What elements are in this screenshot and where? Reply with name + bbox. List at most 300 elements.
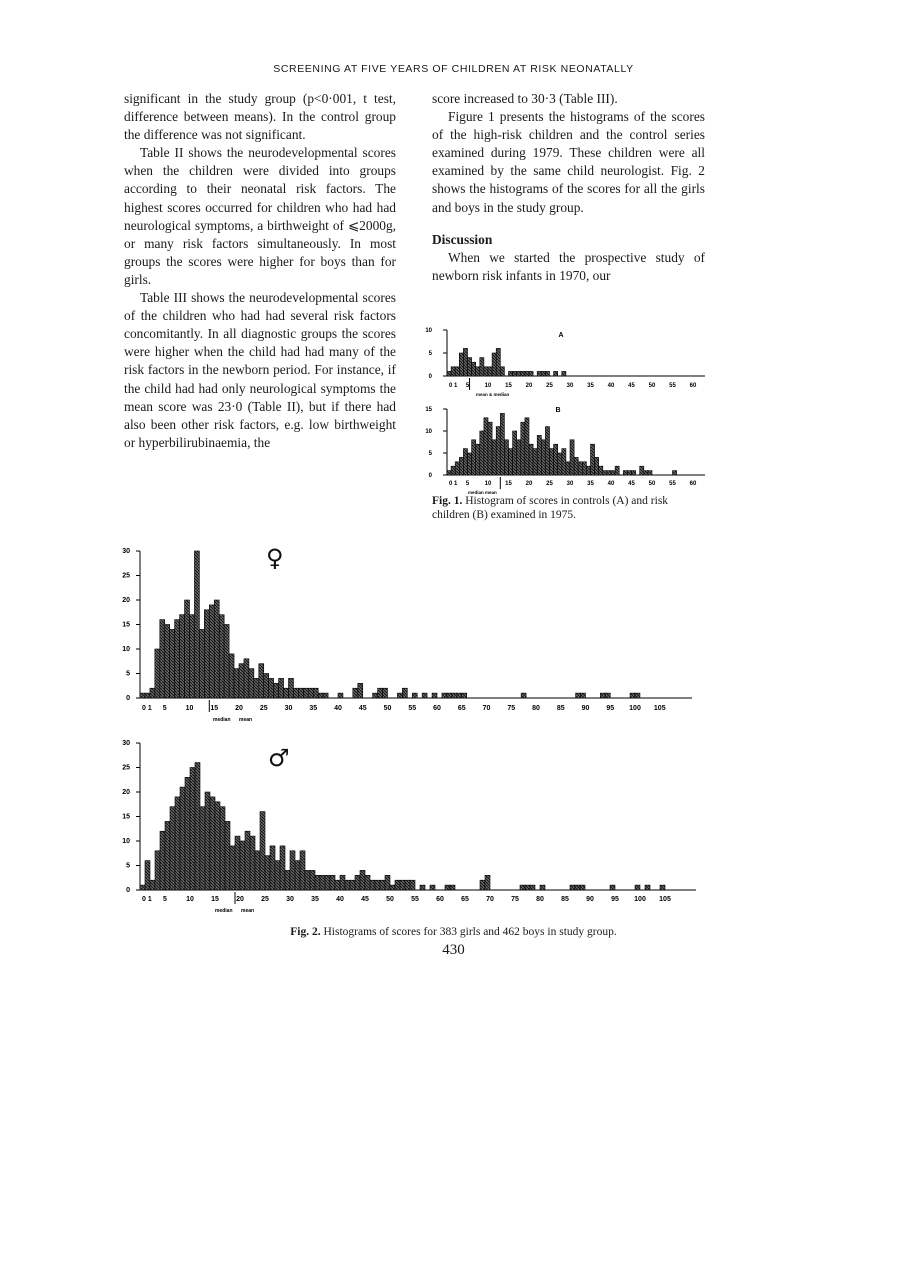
histogram-bar	[541, 371, 545, 376]
x-tick-label: 85	[556, 705, 565, 712]
figure-2-caption-text: Histograms of scores for 383 girls and 462 boys in study group.	[323, 926, 617, 938]
x-tick-label: 15	[505, 383, 512, 389]
histogram-bar	[209, 605, 214, 698]
x-tick-label: 60	[689, 481, 697, 487]
histogram-bar	[484, 367, 488, 376]
histogram-bar	[150, 688, 155, 698]
x-tick-label: 15	[211, 896, 219, 903]
y-tick-label: 0	[428, 473, 432, 479]
histogram-bar	[385, 875, 390, 890]
histogram-bar	[496, 427, 500, 475]
x-tick-label: 55	[411, 896, 419, 903]
x-tick-label: 40	[334, 705, 342, 712]
histogram-bar	[517, 371, 521, 376]
histogram-bar	[504, 440, 508, 475]
histogram-bar	[457, 693, 462, 698]
histogram-bar	[338, 693, 343, 698]
histogram-bar	[145, 861, 150, 890]
histogram-bar	[635, 693, 640, 698]
histogram-bar	[500, 413, 504, 475]
histogram-bar	[484, 418, 488, 475]
x-tick-label: 0 1	[449, 481, 458, 487]
x-tick-label: 95	[611, 896, 619, 903]
histogram-bar	[558, 453, 562, 475]
marker-label: mean	[241, 908, 255, 914]
histogram-bar	[513, 431, 517, 475]
histogram-bar	[554, 444, 558, 475]
y-tick-label: 20	[122, 789, 130, 796]
y-tick-label: 20	[122, 597, 130, 604]
histogram-bar	[430, 885, 435, 890]
histogram-bar	[605, 693, 610, 698]
x-tick-label: 25	[546, 383, 553, 389]
histogram-bar	[219, 615, 224, 698]
x-tick-label: 55	[408, 705, 417, 712]
histogram-bar	[224, 625, 229, 699]
histogram-bar	[459, 457, 463, 475]
histogram-bar	[537, 371, 541, 376]
histogram-bar	[611, 471, 615, 475]
histogram-bar	[521, 371, 525, 376]
histogram-bar	[378, 688, 383, 698]
histogram-bar	[214, 600, 219, 698]
y-tick-label: 5	[126, 862, 130, 870]
histogram-bar	[234, 669, 239, 698]
histogram-bar	[175, 620, 180, 698]
histogram-bar	[492, 353, 496, 376]
histogram-bar	[170, 807, 175, 890]
histogram-bar	[562, 371, 566, 376]
paragraph-2: Table II shows the neurodevelopmental scores when the children were divided into groups according to their neonatal risk factors. The highest scores occurred for children who had had neurological symptoms, a birthweight of ⩽2000g, or many risk factors simultaneously. In most groups the scores were higher for boys than for girls.	[124, 145, 396, 287]
histogram-bar	[627, 471, 631, 475]
y-tick-label: 10	[425, 429, 432, 435]
x-tick-label: 105	[653, 705, 666, 712]
histogram-bar	[380, 880, 385, 890]
x-tick-label: 10	[186, 896, 194, 903]
histogram-bar	[335, 880, 340, 890]
histogram-bar	[630, 693, 635, 698]
histogram-bar	[285, 870, 290, 890]
histogram-bar	[455, 462, 459, 475]
x-tick-label: 5	[162, 705, 167, 712]
x-tick-label: 45	[628, 481, 635, 487]
histogram-bar	[485, 875, 490, 890]
histogram-bar	[509, 371, 513, 376]
histogram-bar	[225, 821, 230, 890]
histogram-bar	[170, 629, 175, 698]
x-tick-label: 40	[336, 896, 344, 903]
y-tick-label: 25	[122, 572, 130, 580]
histogram-bar	[595, 457, 599, 475]
histogram-bar	[468, 358, 472, 376]
x-tick-label: 45	[358, 705, 367, 712]
histogram-bar	[165, 625, 170, 699]
x-tick-label: 75	[507, 705, 516, 712]
histogram-bar	[648, 471, 652, 475]
histogram-bar	[492, 440, 496, 475]
histogram-bar	[365, 875, 370, 890]
histogram-bar	[550, 449, 554, 475]
running-header: SCREENING AT FIVE YEARS OF CHILDREN AT RISK NEONATALLY	[273, 63, 634, 75]
histogram-bar	[185, 600, 190, 698]
x-tick-label: 55	[669, 383, 676, 389]
y-tick-label: 25	[122, 764, 130, 772]
histogram-bar	[269, 678, 274, 698]
histogram-bar	[264, 674, 269, 699]
histogram-bar	[245, 831, 250, 890]
histogram-bar	[355, 875, 360, 890]
histogram-bar	[452, 693, 457, 698]
histogram-bar	[300, 851, 305, 890]
histogram-bar	[632, 471, 636, 475]
x-tick-label: 60	[689, 383, 697, 389]
histogram-bar	[289, 678, 294, 698]
histogram-bar	[323, 693, 328, 698]
histogram-bar	[383, 688, 388, 698]
x-tick-label: 20	[235, 705, 243, 712]
histogram-bar	[303, 688, 308, 698]
x-tick-label: 35	[309, 705, 318, 712]
histogram-bar	[160, 831, 165, 890]
histogram-bar	[599, 466, 603, 475]
x-tick-label: 25	[546, 481, 553, 487]
histogram-bar	[353, 688, 358, 698]
y-tick-label: 15	[122, 621, 130, 629]
y-tick-label: 30	[122, 548, 130, 555]
histogram-bar	[330, 875, 335, 890]
x-tick-label: 100	[629, 705, 641, 712]
histogram-bar	[445, 885, 450, 890]
histogram-bar	[180, 615, 185, 698]
histogram-bar	[290, 851, 295, 890]
histogram-bar	[521, 693, 526, 698]
paragraph-1: significant in the study group (p<0·001, t test, difference between means). In the control group the difference was not significant.	[124, 91, 396, 143]
histogram-bar	[451, 367, 455, 376]
histogram-bar	[400, 880, 405, 890]
histogram-bar	[570, 440, 574, 475]
x-tick-label: 30	[566, 481, 574, 487]
histogram-bar	[540, 885, 545, 890]
histogram-bar	[320, 875, 325, 890]
x-tick-label: 65	[461, 896, 469, 903]
histogram-bar	[574, 457, 578, 475]
histogram-bar	[521, 422, 525, 475]
histogram-bar	[373, 693, 378, 698]
histogram-bar	[420, 885, 425, 890]
histogram-bar	[509, 449, 513, 475]
x-tick-label: 0 1	[449, 383, 458, 389]
histogram-bar	[447, 371, 451, 376]
histogram-bar	[190, 615, 195, 698]
histogram-bar	[249, 669, 254, 698]
histogram-bar	[254, 678, 259, 698]
histogram-bar	[298, 688, 303, 698]
histogram-bar	[229, 654, 234, 698]
histogram-bar	[488, 367, 492, 376]
histogram-bar	[194, 551, 199, 698]
histogram-bar	[250, 836, 255, 890]
histogram-bar	[600, 693, 605, 698]
histogram-bar	[255, 851, 260, 890]
histogram-bar	[570, 885, 575, 890]
y-tick-label: 5	[428, 451, 432, 457]
x-tick-label: 50	[383, 705, 392, 712]
histogram-bar	[554, 371, 558, 376]
histogram-bar	[529, 444, 533, 475]
histogram-bar	[284, 688, 289, 698]
histogram-bar	[313, 688, 318, 698]
histogram-bar	[160, 620, 165, 698]
histogram-bar	[591, 444, 595, 475]
x-tick-label: 100	[634, 896, 646, 903]
x-tick-label: 40	[607, 383, 615, 389]
x-tick-label: 50	[648, 383, 656, 389]
x-tick-label: 10	[484, 383, 492, 389]
histogram-bar	[459, 353, 463, 376]
panel-label-b: B	[555, 407, 561, 414]
histogram-bar	[275, 861, 280, 890]
histogram-bar	[235, 836, 240, 890]
figure-1-caption	[432, 494, 708, 522]
histogram-bar	[513, 371, 517, 376]
histogram-bar	[190, 768, 195, 891]
figure-2-label: Fig. 2.	[290, 926, 321, 938]
histogram-bar	[468, 453, 472, 475]
histogram-bar	[575, 885, 580, 890]
x-tick-label: 80	[536, 896, 544, 903]
histogram-bar	[576, 693, 581, 698]
histogram-bar	[350, 880, 355, 890]
histogram-bar	[412, 693, 417, 698]
histogram-bar	[340, 875, 345, 890]
x-tick-label: 25	[261, 896, 269, 903]
histogram-bar	[270, 846, 275, 890]
histogram-bar	[145, 693, 150, 698]
histogram-bar	[533, 449, 537, 475]
histogram-bar	[259, 664, 264, 698]
histogram-bar	[293, 688, 298, 698]
histogram-bar	[517, 440, 521, 475]
histogram-bar	[623, 471, 627, 475]
histogram-bar	[325, 875, 330, 890]
histogram-bar	[215, 802, 220, 890]
histogram-bar	[265, 856, 270, 890]
histogram-bar	[480, 431, 484, 475]
histogram-bar	[447, 471, 451, 475]
x-tick-label: 45	[361, 896, 369, 903]
x-tick-label: 90	[586, 896, 594, 903]
histogram-bar	[205, 792, 210, 890]
histogram-bar	[185, 777, 190, 890]
histogram-bar	[318, 693, 323, 698]
histogram-bar	[405, 880, 410, 890]
paragraph-6: When we started the prospective study of newborn risk infants in 1970, our	[432, 249, 705, 283]
y-tick-label: 10	[425, 328, 432, 334]
histogram-bar	[476, 444, 480, 475]
histogram-bar	[375, 880, 380, 890]
histogram-bar	[195, 763, 200, 890]
histogram-bar	[239, 664, 244, 698]
paragraph-4: score increased to 30·3 (Table III).	[432, 91, 618, 106]
x-tick-label: 65	[457, 705, 466, 712]
x-tick-label: 35	[311, 896, 319, 903]
histogram-bar	[603, 471, 607, 475]
histogram-bar	[397, 693, 402, 698]
histogram-bar	[240, 841, 245, 890]
x-tick-label: 80	[532, 705, 540, 712]
x-tick-label: 70	[482, 705, 491, 712]
x-tick-label: 30	[284, 705, 293, 712]
histogram-bar	[480, 358, 484, 376]
x-tick-label: 5	[163, 896, 167, 903]
histogram-bar	[640, 466, 644, 475]
histogram-bar	[581, 693, 586, 698]
paragraph-3: Table III shows the neurodevelopmental scores of the children who had had several risk factors concomitantly. In all diagnostic groups the scores were higher when the child had had many of the risk factors in the newborn period. For instance, if the child had had only neurological symptoms the mean score was 23·0 (Table II), but if there had also been other risk factors, e.g. low birthweight or hyperbilirubinaemia, the	[124, 290, 396, 450]
figure-1-label: Fig. 1.	[432, 495, 463, 507]
histogram-bar	[180, 787, 185, 890]
paragraph-5: Figure 1 presents the histograms of the scores of the high-risk children and the control series examined during 1979. These children were all examined by the same child neurologist. Fig. 2 shows the histograms of the scores for all the girls and boys in the study group.	[432, 109, 705, 215]
x-tick-label: 60	[433, 705, 441, 712]
x-tick-label: 5	[465, 481, 470, 487]
x-tick-label: 35	[587, 383, 594, 389]
section-heading-discussion: Discussion	[432, 231, 493, 247]
panel-label-a: A	[558, 332, 564, 339]
histogram-bar	[582, 462, 586, 475]
histogram-bar	[673, 471, 677, 475]
histogram-bar	[442, 693, 447, 698]
histogram-bar	[155, 649, 160, 698]
histogram-bar	[525, 418, 529, 475]
y-tick-label: 0	[428, 374, 432, 380]
histogram-bar	[230, 846, 235, 890]
y-tick-label: 5	[126, 670, 130, 678]
histogram-bar	[360, 870, 365, 890]
x-tick-label: 50	[648, 481, 656, 487]
histogram-bar	[537, 435, 541, 475]
histogram-bar	[220, 807, 225, 890]
x-tick-label: 60	[436, 896, 444, 903]
x-tick-label: 0 1	[142, 705, 152, 712]
marker-label: mean	[239, 717, 253, 723]
figure-1-caption-text: Histogram of scores in controls (A) and risk children (B) examined in 1975.	[432, 495, 669, 521]
histogram-bar	[305, 870, 310, 890]
histogram-bar	[279, 678, 284, 698]
histogram-bar	[545, 427, 549, 475]
histogram-bar	[451, 466, 455, 475]
histogram-bar	[402, 688, 407, 698]
histogram-bar	[244, 659, 249, 698]
histogram-bar	[607, 471, 611, 475]
histogram-bar	[496, 348, 500, 376]
histogram-bar	[463, 449, 467, 475]
x-tick-label: 20	[525, 481, 533, 487]
histogram-bar	[432, 693, 437, 698]
histogram-bar	[462, 693, 467, 698]
marker-label: median	[215, 908, 233, 914]
y-tick-label: 30	[122, 740, 130, 747]
histogram-bar	[140, 693, 145, 698]
x-tick-label: 35	[587, 481, 594, 487]
histogram-bar	[150, 880, 155, 890]
histogram-bar	[615, 466, 619, 475]
x-tick-label: 85	[561, 896, 569, 903]
histogram-bar	[586, 466, 590, 475]
x-tick-label: 75	[511, 896, 519, 903]
y-tick-label: 0	[126, 695, 130, 702]
histogram-bar	[472, 362, 476, 376]
histogram-bar	[210, 797, 215, 890]
histogram-bar	[199, 629, 204, 698]
y-tick-label: 15	[425, 407, 432, 413]
histogram-bar	[175, 797, 180, 890]
histogram-bar	[204, 610, 209, 698]
histogram-bar	[541, 440, 545, 475]
histogram-bar	[562, 449, 566, 475]
histogram-bar	[488, 422, 492, 475]
histogram-bar	[358, 683, 363, 698]
histogram-bar	[422, 693, 427, 698]
x-tick-label: 10	[185, 705, 194, 712]
x-tick-label: 20	[525, 383, 533, 389]
histogram-bar	[274, 683, 279, 698]
histogram-bar	[308, 688, 313, 698]
histogram-bar	[635, 885, 640, 890]
page-number: 430	[442, 942, 465, 958]
histogram-bar	[345, 880, 350, 890]
x-tick-label: 40	[607, 481, 615, 487]
histogram-bar	[500, 367, 504, 376]
x-tick-label: 70	[486, 896, 494, 903]
x-tick-label: 95	[606, 705, 615, 712]
histogram-bar	[463, 348, 467, 376]
marker-label: median	[213, 717, 231, 723]
histogram-bar	[660, 885, 665, 890]
histogram-bar	[447, 693, 452, 698]
histogram-bar	[645, 885, 650, 890]
histogram-bar	[480, 880, 485, 890]
histogram-bar	[260, 812, 265, 890]
histogram-bar	[580, 885, 585, 890]
histogram-bar	[390, 885, 395, 890]
x-tick-label: 0 1	[142, 896, 152, 903]
histogram-bar	[529, 371, 533, 376]
histogram-bar	[525, 885, 530, 890]
histogram-bar	[566, 462, 570, 475]
histogram-bar	[315, 875, 320, 890]
x-tick-label: 25	[259, 705, 268, 712]
histogram-bar	[280, 846, 285, 890]
figure-2-caption	[0, 925, 907, 939]
x-tick-label: 15	[505, 481, 512, 487]
histogram-bar	[450, 885, 455, 890]
x-tick-label: 5	[465, 383, 470, 389]
marker-label: median mean	[468, 490, 497, 495]
histogram-bar	[545, 371, 549, 376]
histogram-bar	[155, 851, 160, 890]
x-tick-label: 20	[236, 896, 244, 903]
x-tick-label: 30	[566, 383, 574, 389]
histogram-bar	[410, 880, 415, 890]
x-tick-label: 55	[669, 481, 676, 487]
histogram-bar	[530, 885, 535, 890]
histogram-bar	[165, 821, 170, 890]
histogram-bar	[525, 371, 529, 376]
x-tick-label: 50	[386, 896, 394, 903]
male-symbol-icon: ♂	[268, 744, 290, 772]
x-tick-label: 15	[210, 705, 219, 712]
histogram-bar	[610, 885, 615, 890]
histogram-bar	[295, 861, 300, 890]
